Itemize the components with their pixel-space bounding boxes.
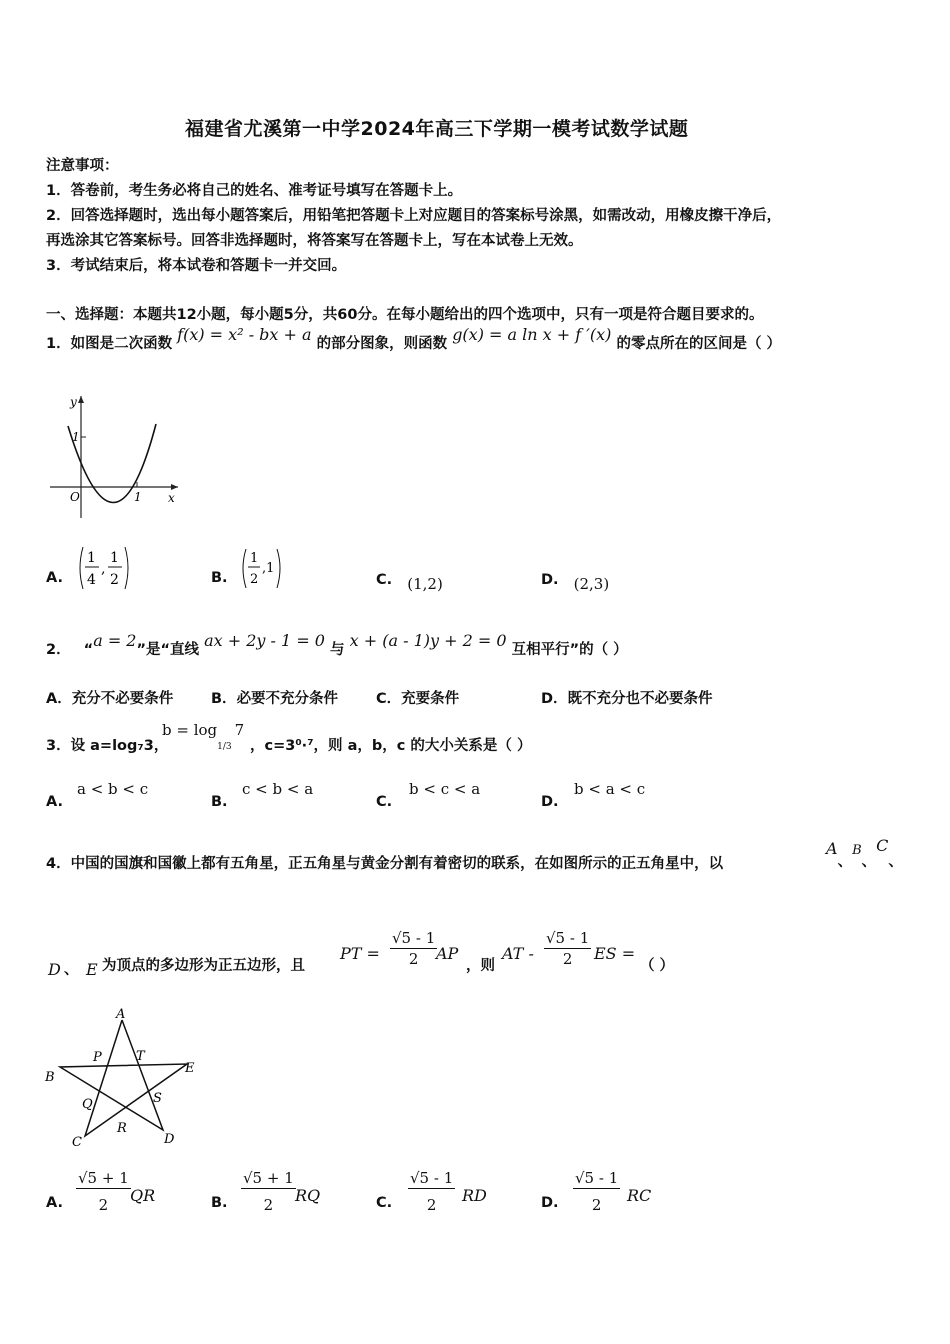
q4-cond-frac-den: 2 — [408, 950, 419, 968]
q2-option-a[interactable] — [46, 687, 173, 708]
q2-option-a-label: A． — [46, 691, 72, 707]
q2-option-b[interactable] — [211, 687, 338, 708]
q4-option-d-vec: RC — [627, 1186, 652, 1205]
q2-option-c[interactable] — [376, 687, 459, 708]
q4-vertex-d: D — [48, 960, 61, 979]
q1-option-c-label: C. — [376, 572, 393, 588]
q4-option-a-vec: QR — [130, 1186, 156, 1205]
q4-option-c-frac — [408, 1168, 455, 1215]
q3-option-c-label: C. — [376, 794, 393, 810]
q3-option-c-text: b < c < a — [409, 780, 481, 798]
q3-option-d-label: D. — [541, 794, 559, 810]
q2-suffix: 互相平行”的（ ） — [511, 642, 628, 658]
q4-suffix: （ ） — [640, 958, 675, 974]
q4-option-b-frac — [241, 1168, 296, 1215]
q4-line1: 4．中国的国旗和国徽上都有五角星，正五角星与黄金分割有着密切的联系，在如图所示的正五角星中，以 — [46, 856, 724, 872]
q4-cond-lhs: PT = — [340, 944, 380, 963]
q4-sep-1: 、 — [837, 854, 853, 870]
notice-heading: 注意事项： — [46, 158, 119, 174]
q4-vertex-e: E — [86, 960, 98, 979]
svg-text:4: 4 — [87, 572, 96, 588]
star-label-p: P — [93, 1050, 102, 1065]
q2-option-a-text: 充分不必要条件 — [71, 691, 174, 707]
star-label-c: C — [72, 1135, 82, 1150]
star-label-b: B — [45, 1070, 55, 1085]
q2-line1: ax + 2y - 1 = 0 — [204, 631, 325, 650]
q2-option-c-label: C． — [376, 691, 402, 707]
q1-option-d[interactable] — [541, 569, 610, 593]
q2-num: 2． — [46, 642, 71, 658]
q4-option-a-frac — [76, 1168, 131, 1215]
q1-f-expr: f(x) = x² - bx + a — [177, 325, 312, 344]
q4-line2-mid: 为顶点的多边形为正五边形，且 — [102, 958, 305, 974]
q2-option-b-text: 必要不充分条件 — [236, 691, 339, 707]
q4-expr-frac-num: √5 - 1 — [546, 929, 590, 947]
q1-option-c-value: (1,2) — [407, 575, 443, 593]
q4-option-b-den: 2 — [263, 1196, 274, 1214]
q1-option-c[interactable] — [376, 569, 443, 593]
q1-option-a-interval — [76, 544, 132, 592]
q4-vertex-b: B — [852, 843, 862, 858]
svg-text:1: 1 — [250, 551, 259, 566]
q4-expr-frac — [544, 928, 591, 969]
q4-expr-frac-den: 2 — [562, 950, 573, 968]
star-label-s: S — [153, 1091, 162, 1106]
star-label-e: E — [185, 1061, 195, 1076]
q4-cond-rhs: AP — [436, 944, 459, 963]
svg-text:,: , — [101, 561, 106, 577]
section-heading: 一、选择题：本题共12小题，每小题5分，共60分。在每小题给出的四个选项中，只有一项是符合题目要求的。 — [46, 307, 764, 323]
q4-option-c[interactable] — [376, 1168, 526, 1224]
q4-option-b-vec: RQ — [295, 1186, 321, 1205]
q4-option-a-label: A. — [46, 1195, 63, 1211]
svg-text:1: 1 — [87, 550, 96, 566]
notice-item-2: 2．回答选择题时，选出每小题答案后，用铅笔把答题卡上对应题目的答案标号涂黑，如需改动，用橡皮擦干净后， — [46, 208, 782, 224]
star-label-r: R — [117, 1121, 127, 1136]
q4-option-c-num: √5 - 1 — [410, 1169, 454, 1187]
star-label-a: A — [116, 1007, 126, 1022]
q4-option-d-frac — [573, 1168, 620, 1215]
q2-option-b-label: B． — [211, 691, 237, 707]
notice-item-2-cont: 再选涂其它答案标号。回答非选择题时，将答案写在答题卡上，写在本试卷上无效。 — [46, 233, 583, 249]
q3-b-arg: 7 — [234, 721, 245, 739]
q2-line2: x + (a - 1)y + 2 = 0 — [349, 631, 507, 650]
q2-option-c-text: 充要条件 — [401, 691, 460, 707]
q2-mid: ”是“直线 — [136, 642, 200, 658]
q2-open-quote: “ — [83, 642, 94, 658]
graph-tick-y: 1 — [72, 430, 80, 444]
q4-option-b-label: B. — [211, 1195, 228, 1211]
graph-tick-x: 1 — [134, 490, 142, 504]
q2-option-d[interactable] — [541, 687, 713, 708]
q4-option-d-num: √5 - 1 — [575, 1169, 619, 1187]
svg-text:1: 1 — [110, 550, 119, 566]
q4-option-c-den: 2 — [426, 1196, 437, 1214]
q3-option-a-label: A. — [46, 794, 63, 810]
svg-text:2: 2 — [250, 572, 259, 587]
q1-stem — [46, 325, 782, 353]
q4-vertex-a: A — [826, 839, 838, 858]
q1-option-b-interval — [239, 546, 287, 592]
q3-prefix: 3．设 a=log₇3， — [46, 738, 169, 754]
q4-option-b[interactable] — [211, 1168, 361, 1224]
q3-option-b-text: c < b < a — [242, 780, 314, 798]
star-label-t: T — [136, 1049, 145, 1064]
q1-option-d-label: D. — [541, 572, 559, 588]
q3-b-base: 1/3 — [217, 742, 232, 752]
q3-b-log: b = log — [162, 721, 218, 739]
q4-then: ，则 — [466, 958, 495, 974]
graph-origin: O — [70, 490, 80, 504]
q1-suffix: 的零点所在的区间是（ ） — [616, 336, 782, 352]
q1-prefix: 1．如图是二次函数 — [46, 336, 173, 352]
q4-sep-2: 、 — [861, 854, 877, 870]
graph-x-label: x — [168, 491, 175, 505]
q1-option-a-label: A. — [46, 570, 63, 586]
q3-option-a-text: a < b < c — [77, 780, 149, 798]
q4-cond-frac — [390, 928, 437, 969]
q4-option-d[interactable] — [541, 1168, 691, 1224]
q4-vertex-c: C — [876, 836, 889, 855]
q4-option-d-label: D. — [541, 1195, 559, 1211]
q2-cond: a = 2 — [93, 631, 137, 650]
graph-y-label: y — [70, 395, 77, 409]
q4-option-a-den: 2 — [98, 1196, 109, 1214]
q1-option-d-value: (2,3) — [573, 575, 610, 593]
star-label-d: D — [164, 1132, 175, 1147]
notice-item-1: 1．答卷前，考生务必将自己的姓名、准考证号填写在答题卡上。 — [46, 183, 463, 199]
q1-option-b-label: B. — [211, 570, 228, 586]
svg-text:2: 2 — [110, 572, 119, 588]
q4-option-d-den: 2 — [591, 1196, 602, 1214]
q4-expr-b: ES = — [594, 944, 636, 963]
q4-option-b-num: √5 + 1 — [243, 1169, 294, 1187]
q4-cond-frac-num: √5 - 1 — [392, 929, 436, 947]
q2-stem — [46, 631, 628, 659]
q4-sep-4: 、 — [64, 962, 79, 978]
q4-option-c-vec: RD — [462, 1186, 487, 1205]
q2-with: 与 — [330, 642, 345, 658]
q3-option-b-label: B. — [211, 794, 228, 810]
q2-option-d-text: 既不充分也不必要条件 — [567, 691, 713, 707]
q2-option-d-label: D． — [541, 691, 568, 707]
q4-star-figure — [40, 1004, 210, 1154]
q4-vertex-list-1 — [826, 836, 903, 870]
star-label-q: Q — [82, 1097, 93, 1112]
notice-item-3: 3．考试结束后，将本试卷和答题卡一并交回。 — [46, 258, 347, 274]
q4-option-a[interactable] — [46, 1168, 196, 1224]
svg-text:,1: ,1 — [262, 561, 275, 576]
q4-expr-a: AT - — [502, 944, 534, 963]
q3-option-d-text: b < a < c — [574, 780, 646, 798]
q3-suffix: ，c=3⁰·⁷，则 a，b，c 的大小关系是（ ） — [250, 738, 532, 754]
page-title: 福建省尤溪第一中学2024年高三下学期一模考试数学试题 — [185, 118, 689, 140]
q3-b-expr — [162, 720, 245, 752]
q4-option-c-label: C. — [376, 1195, 393, 1211]
q4-option-a-num: √5 + 1 — [78, 1169, 129, 1187]
q1-parabola-graph — [44, 392, 184, 524]
q1-mid: 的部分图象，则函数 — [316, 336, 448, 352]
q4-sep-3: 、 — [888, 854, 903, 870]
q1-g-expr: g(x) = a ln x + f ′(x) — [452, 325, 612, 344]
